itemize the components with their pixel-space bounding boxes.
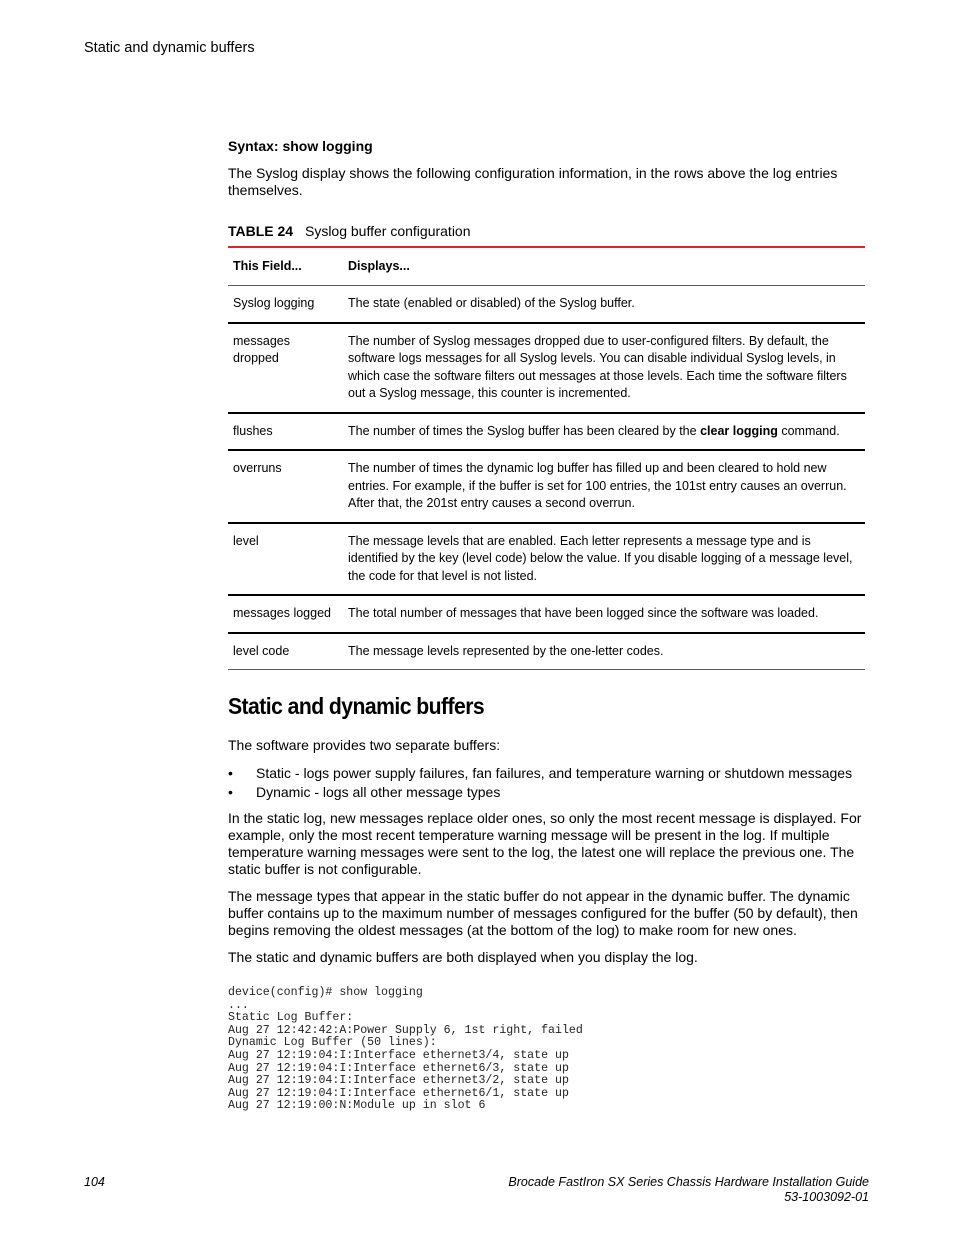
static-log-paragraph: In the static log, new messages replace older ones, so only the most recent message is displayed. For example, only the most recent temperature warning message will be present in the log. If multiple temperature warning messages were sent to the log, the latest one will replace the previous one. The static buffer is not configurable. <box>228 810 862 877</box>
bullet-icon: • <box>228 784 233 800</box>
list-item-text: Static - logs power supply failures, fan failures, and temperature warning or shutdown messages <box>256 765 853 781</box>
table-row <box>228 286 865 323</box>
code-line: Aug 27 12:42:42:A:Power Supply 6, 1st right, failed <box>228 1023 583 1037</box>
table-cell-field: messages logged <box>228 595 343 633</box>
table-row <box>228 323 865 413</box>
table-row <box>228 595 865 633</box>
code-line: device(config)# show logging <box>228 986 423 999</box>
code-example <box>228 987 583 1113</box>
table-header-row <box>228 247 865 286</box>
table-cell-display <box>343 413 865 451</box>
table-cell-field: overruns <box>228 450 343 523</box>
display-log-paragraph: The static and dynamic buffers are both displayed when you display the log. <box>228 949 698 965</box>
code-line: ... <box>228 998 249 1012</box>
syslog-config-table <box>228 246 865 670</box>
table-cell-field: level code <box>228 633 343 670</box>
footer-doc-info <box>508 1175 869 1205</box>
code-line: Dynamic Log Buffer (50 lines): <box>228 1036 437 1050</box>
code-line: Aug 27 12:19:04:I:Interface ethernet6/3, state up <box>228 1061 569 1075</box>
running-head: Static and dynamic buffers <box>84 40 255 56</box>
buffer-type-list <box>228 764 852 802</box>
table-cell-field: flushes <box>228 413 343 451</box>
dynamic-buffer-paragraph: The message types that appear in the static buffer do not appear in the dynamic buffer. The dynamic buffer contains up to the maximum number of messages configured for the buffer (50 by default), then begins removing the oldest messages (at the bottom of the log) to make room for new ones. <box>228 888 858 938</box>
table-cell-display: The number of Syslog messages dropped due to user-configured filters. By default, the software logs messages for all Syslog levels. You can disable individual Syslog levels, in which case the software filters out messages at those levels. Each time the software filters out a Syslog message, this counter is incremented. <box>343 323 865 413</box>
doc-number: 53-1003092-01 <box>784 1190 869 1204</box>
code-line: Static Log Buffer: <box>228 1011 354 1025</box>
intro-paragraph: The Syslog display shows the following configuration information, in the rows above the log entries themselves. <box>228 165 838 198</box>
table-cell-display: The total number of messages that have been logged since the software was loaded. <box>343 595 865 633</box>
guide-title: Brocade FastIron SX Series Chassis Hardware Installation Guide <box>508 1175 869 1189</box>
section-heading: Static and dynamic buffers <box>228 693 485 719</box>
display-text-pre: The number of times the Syslog buffer has been cleared by the <box>348 423 701 438</box>
table-row <box>228 450 865 523</box>
table-cell-display: The message levels represented by the one-letter codes. <box>343 633 865 670</box>
bullet-icon: • <box>228 765 233 781</box>
code-line: Aug 27 12:19:04:I:Interface ethernet3/4, state up <box>228 1048 569 1062</box>
table-row <box>228 523 865 596</box>
code-line: Aug 27 12:19:04:I:Interface ethernet6/1, state up <box>228 1086 569 1100</box>
syntax-label: Syntax: show logging <box>228 138 373 154</box>
table-cell-display: The message levels that are enabled. Each letter represents a message type and is identified by the key (level code) below the value. If you disable logging of a message level, the code for that level is not listed. <box>343 523 865 596</box>
section-lead: The software provides two separate buffers: <box>228 737 501 753</box>
table-cell-field: Syslog logging <box>228 286 343 323</box>
page-number: 104 <box>84 1175 105 1189</box>
table-header-displays: Displays... <box>343 247 865 286</box>
table-header-field: This Field... <box>228 247 343 286</box>
table-cell-display: The number of times the dynamic log buffer has filled up and been cleared to hold new entries. For example, if the buffer is set for 100 entries, the 101st entry causes an overrun. After that, the 201st entry causes a second overrun. <box>343 450 865 523</box>
code-line: Aug 27 12:19:04:I:Interface ethernet3/2, state up <box>228 1074 569 1088</box>
table-row <box>228 633 865 670</box>
table-row <box>228 413 865 451</box>
list-item-text: Dynamic - logs all other message types <box>256 784 501 800</box>
table-caption-text: Syslog buffer configuration <box>304 223 471 239</box>
list-item <box>228 783 852 802</box>
list-item <box>228 764 852 783</box>
table-caption-number: TABLE 24 <box>228 223 294 239</box>
command-name: clear logging <box>700 423 778 438</box>
table-caption <box>228 223 471 239</box>
table-cell-field: messages dropped <box>228 323 343 413</box>
display-text-post: command. <box>777 423 840 438</box>
table-cell-field: level <box>228 523 343 596</box>
table-cell-display: The state (enabled or disabled) of the Syslog buffer. <box>343 286 865 323</box>
code-line: Aug 27 12:19:00:N:Module up in slot 6 <box>228 1099 486 1113</box>
